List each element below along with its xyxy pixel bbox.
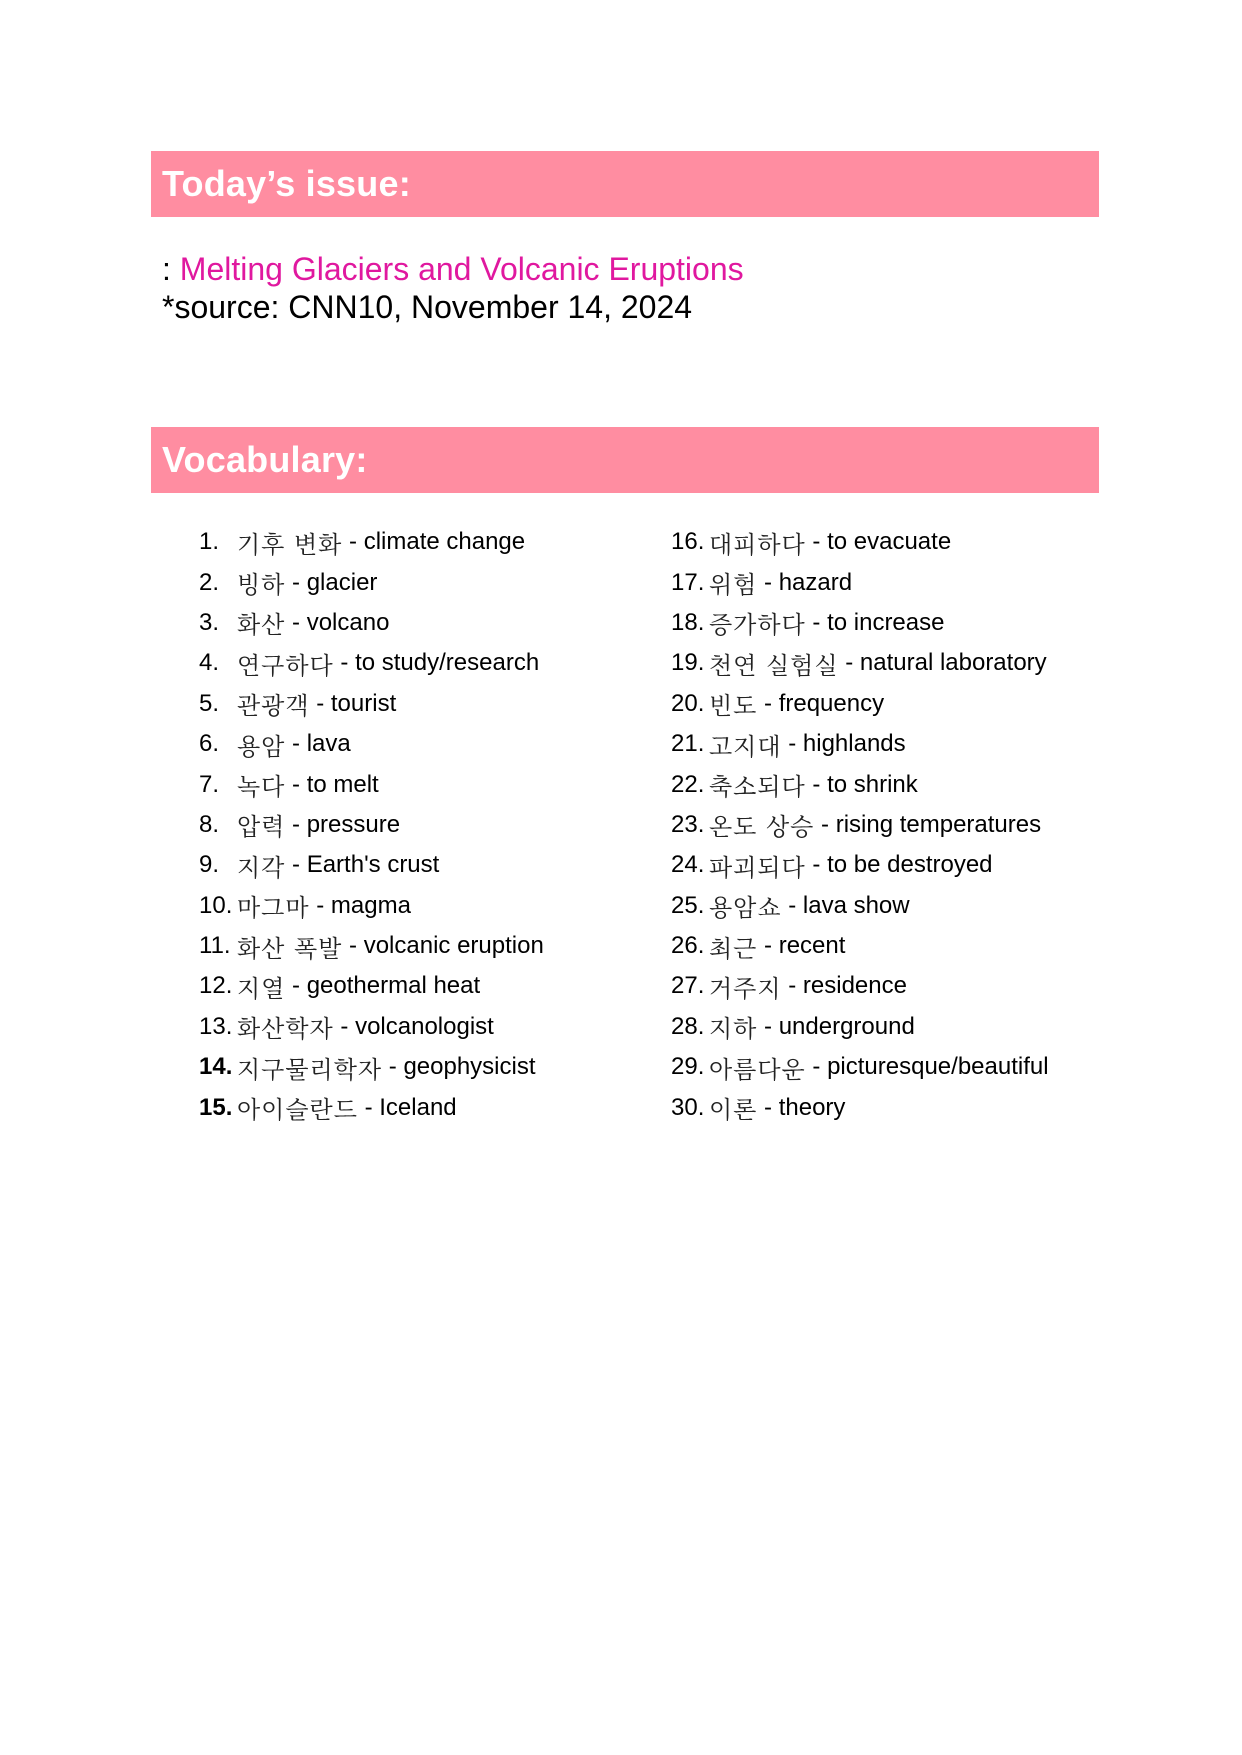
vocabulary-item (671, 805, 1131, 845)
vocabulary-item (671, 1007, 1131, 1047)
vocabulary-item-number: 26. (671, 932, 705, 960)
vocabulary-item-english: - recent (757, 932, 846, 960)
vocabulary-item-english: - hazard (757, 568, 853, 596)
vocabulary-item-number: 19. (671, 649, 705, 677)
vocabulary-item-number: 12. (199, 972, 233, 1000)
vocabulary-item (199, 845, 659, 885)
vocabulary-item (671, 966, 1131, 1006)
vocabulary-item-korean: 지하 (709, 1015, 758, 1044)
vocabulary-item-number: 24. (671, 851, 705, 879)
vocabulary-item-english: - lava show (781, 891, 910, 919)
vocabulary-item-korean: 관광객 (237, 692, 310, 721)
vocabulary-item-number: 16. (671, 528, 705, 556)
vocabulary-item-korean: 화산학자 (237, 1015, 334, 1044)
vocabulary-item-english: - highlands (781, 730, 906, 758)
vocabulary-item-number: 29. (671, 1053, 705, 1081)
vocabulary-item-korean: 화산 (237, 611, 286, 640)
vocabulary-item-number: 4. (199, 649, 220, 677)
vocabulary-item-english: - pressure (285, 810, 401, 838)
vocabulary-item-english: - Iceland (357, 1093, 457, 1121)
vocabulary-item (199, 1047, 659, 1087)
vocabulary-item-number: 11. (199, 932, 231, 960)
vocabulary-item-english: - to increase (805, 608, 945, 636)
vocabulary-item-english: - to melt (285, 770, 379, 798)
vocabulary-item (671, 643, 1131, 683)
vocabulary-item-english: - rising temperatures (814, 810, 1042, 838)
vocabulary-item-english: - climate change (342, 528, 526, 556)
vocabulary-item-number: 18. (671, 608, 705, 636)
vocabulary-item-korean: 거주지 (709, 974, 782, 1003)
vocabulary-item (671, 926, 1131, 966)
vocabulary-item-number: 2. (199, 568, 220, 596)
vocabulary-item-korean: 용암 (237, 732, 286, 761)
vocabulary-item-korean: 위험 (709, 571, 758, 600)
vocabulary-item (199, 805, 659, 845)
vocabulary-item-korean: 이론 (709, 1096, 758, 1125)
vocabulary-item (671, 1087, 1131, 1127)
vocabulary-item (199, 966, 659, 1006)
vocabulary-item-korean: 연구하다 (237, 651, 334, 680)
vocabulary-item (671, 1047, 1131, 1087)
vocabulary-item-korean: 천연 실험실 (709, 651, 839, 680)
vocabulary-item-number: 7. (199, 770, 220, 798)
vocabulary-list-left (199, 522, 659, 1128)
vocabulary-item-number: 22. (671, 770, 705, 798)
vocabulary-item (671, 603, 1131, 643)
vocabulary-item (199, 764, 659, 804)
vocabulary-item-number: 30. (671, 1093, 705, 1121)
issue-topic-title: Melting Glaciers and Volcanic Eruptions (179, 251, 744, 287)
vocabulary-item (199, 724, 659, 764)
vocabulary-item (199, 603, 659, 643)
vocabulary-item-english: - to study/research (333, 649, 540, 677)
vocabulary-item-number: 20. (671, 689, 705, 717)
vocabulary-item-korean: 지열 (237, 974, 286, 1003)
vocabulary-item-number: 25. (671, 891, 705, 919)
vocabulary-item (671, 845, 1131, 885)
vocabulary-item (199, 926, 659, 966)
vocabulary-item-english: - volcanologist (333, 1012, 494, 1040)
vocabulary-item-korean: 지각 (237, 853, 286, 882)
vocabulary-header (151, 427, 1099, 493)
vocabulary-item-korean: 화산 폭발 (237, 934, 343, 963)
vocabulary-item-english: - volcano (285, 608, 390, 636)
vocabulary-item-korean: 파괴되다 (709, 853, 806, 882)
vocabulary-item-korean: 온도 상승 (709, 813, 815, 842)
vocabulary-item-number: 15. (199, 1093, 233, 1121)
vocabulary-item-number: 5. (199, 689, 220, 717)
vocabulary-item-korean: 압력 (237, 813, 286, 842)
vocabulary-item (199, 1087, 659, 1127)
vocabulary-item-english: - to evacuate (805, 528, 952, 556)
vocabulary-list-right (671, 522, 1131, 1128)
vocabulary-item-korean: 빙하 (237, 571, 286, 600)
vocabulary-item-korean: 녹다 (237, 773, 286, 802)
vocabulary-item-english: - tourist (309, 689, 397, 717)
vocabulary-item-english: - underground (757, 1012, 915, 1040)
vocabulary-item-number: 9. (199, 851, 220, 879)
vocabulary-item (671, 562, 1131, 602)
vocabulary-item-number: 3. (199, 608, 220, 636)
vocabulary-item-number: 8. (199, 810, 220, 838)
todays-issue-header (151, 151, 1099, 217)
vocabulary-item (199, 643, 659, 683)
vocabulary-item-korean: 빈도 (709, 692, 758, 721)
vocabulary-item (671, 684, 1131, 724)
vocabulary-item (671, 522, 1131, 562)
vocabulary-item-english: - geophysicist (382, 1053, 536, 1081)
vocabulary-item-korean: 기후 변화 (237, 530, 343, 559)
vocabulary-item (199, 684, 659, 724)
vocabulary-item-korean: 축소되다 (709, 773, 806, 802)
vocabulary-item-english: - glacier (285, 568, 378, 596)
vocabulary-item-korean: 마그마 (237, 894, 310, 923)
issue-source: *source: CNN10, November 14, 2024 (162, 289, 693, 325)
vocabulary-item (199, 1007, 659, 1047)
vocabulary-item-english: - residence (781, 972, 907, 1000)
vocabulary-item-english: - Earth's crust (285, 851, 440, 879)
issue-details (162, 250, 744, 326)
vocabulary-item-number: 23. (671, 810, 705, 838)
vocabulary-item (671, 764, 1131, 804)
vocabulary-item-korean: 지구물리학자 (237, 1055, 383, 1084)
vocabulary-item-korean: 최근 (709, 934, 758, 963)
vocabulary-item-number: 14. (199, 1053, 233, 1081)
todays-issue-header-label: Today’s issue: (162, 163, 411, 204)
vocabulary-item (671, 724, 1131, 764)
vocabulary-item-english: - to shrink (805, 770, 918, 798)
vocabulary-item-number: 13. (199, 1012, 233, 1040)
vocabulary-item-number: 21. (671, 730, 705, 758)
vocabulary-item-korean: 증가하다 (709, 611, 806, 640)
vocabulary-item-korean: 용암쇼 (709, 894, 782, 923)
vocabulary-item-english: - magma (309, 891, 411, 919)
vocabulary-item-english: - frequency (757, 689, 885, 717)
vocabulary-item-korean: 고지대 (709, 732, 782, 761)
vocabulary-item-english: - to be destroyed (805, 851, 993, 879)
issue-topic-prefix: : (162, 251, 180, 287)
vocabulary-item-english: - lava (285, 730, 351, 758)
vocabulary-header-label: Vocabulary: (162, 439, 368, 480)
vocabulary-item-korean: 대피하다 (709, 530, 806, 559)
vocabulary-item-english: - theory (757, 1093, 846, 1121)
vocabulary-item (199, 522, 659, 562)
vocabulary-item (199, 562, 659, 602)
vocabulary-item-number: 10. (199, 891, 233, 919)
vocabulary-item-number: 28. (671, 1012, 705, 1040)
vocabulary-item-english: - geothermal heat (285, 972, 481, 1000)
vocabulary-item (671, 886, 1131, 926)
issue-topic-line (162, 250, 744, 288)
vocabulary-item-english: - natural laboratory (838, 649, 1047, 677)
vocabulary-item-number: 17. (671, 568, 705, 596)
vocabulary-item (199, 886, 659, 926)
vocabulary-item-number: 1. (199, 528, 220, 556)
vocabulary-item-number: 6. (199, 730, 220, 758)
vocabulary-item-korean: 아이슬란드 (237, 1096, 358, 1125)
vocabulary-item-english: - volcanic eruption (342, 932, 544, 960)
vocabulary-item-korean: 아름다운 (709, 1055, 806, 1084)
vocabulary-item-number: 27. (671, 972, 705, 1000)
vocabulary-item-english: - picturesque/beautiful (805, 1053, 1049, 1081)
